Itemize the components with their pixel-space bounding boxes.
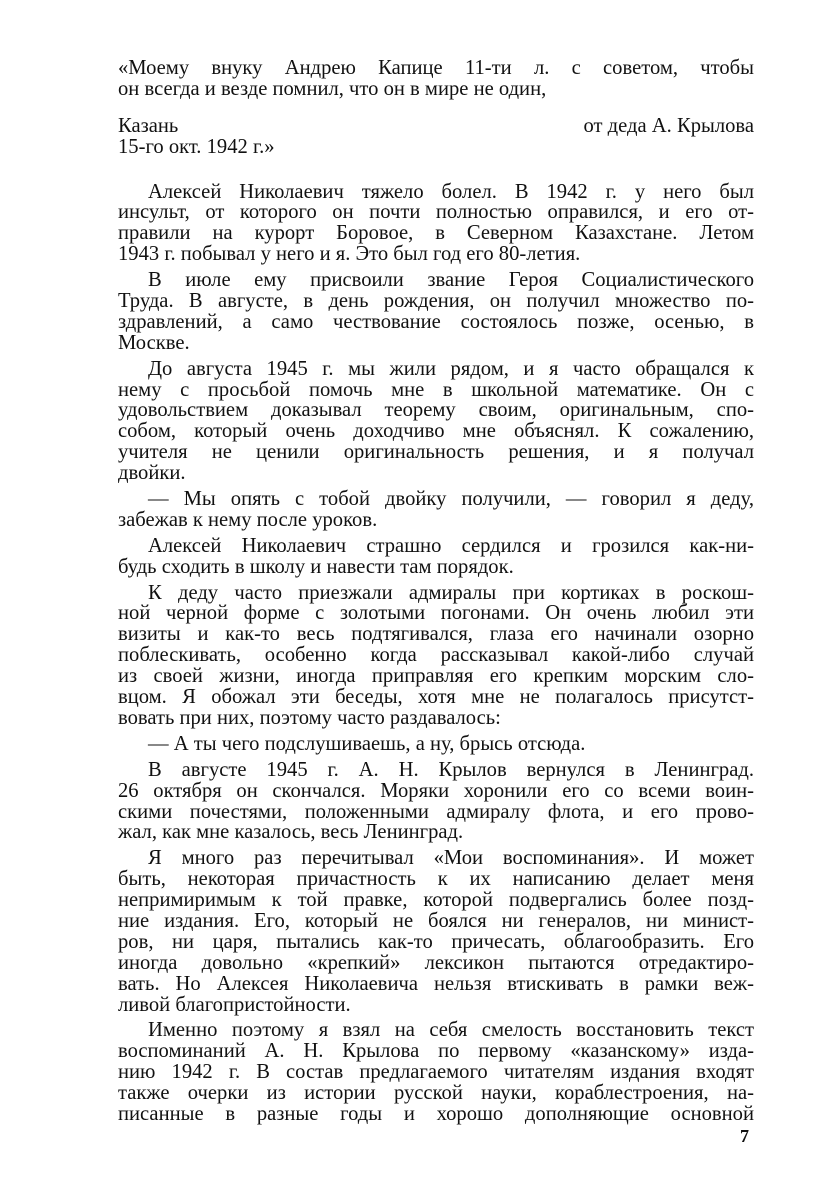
paragraph-line: здравлений, а само чествование состоялось позже, осенью, в: [118, 310, 754, 333]
paragraph-line: воспоминаний А. Н. Крылова по первому «казанскому» изда-: [118, 1040, 754, 1063]
paragraph-line: Я много раз перечитывал «Мои воспоминания». И может: [148, 847, 754, 870]
paragraph-line: В августе 1945 г. А. Н. Крылов вернулся в Ленинград.: [148, 758, 754, 781]
paragraph-line: вцом. Я обожал эти беседы, хотя мне не полагалось присутст-: [118, 686, 754, 709]
paragraph-line: нему с просьбой помочь мне в школьной математике. Он с: [118, 378, 754, 401]
paragraph-line: Алексей Николаевич тяжело болел. В 1942 г. у него был: [148, 180, 754, 203]
paragraph: [118, 536, 754, 578]
paragraph-line: До августа 1945 г. мы жили рядом, и я часто обращался к: [148, 357, 754, 380]
inscription-place: Казань: [118, 114, 179, 137]
paragraph-line: Именно поэтому я взял на себя смелость восстановить текст: [148, 1019, 754, 1042]
page-content: [118, 58, 754, 1130]
paragraph: [118, 760, 754, 844]
paragraph-line: вовать при них, поэтому часто раздавалось:: [118, 706, 501, 729]
paragraph-line: 26 октября он скончался. Моряки хоронили его со всеми воин-: [118, 779, 754, 802]
paragraph: [118, 734, 754, 755]
paragraph-line: непримиримым к той правке, которой подвергались более позд-: [118, 889, 754, 912]
inscription-signature: от деда А. Крылова: [583, 114, 754, 137]
paragraph-line: скими почестями, положенными адмиралу флота, и его прово-: [118, 800, 754, 823]
paragraph-line: 1943 г. побывал у него и я. Это был год его 80-летия.: [118, 243, 581, 266]
paragraph: [118, 182, 754, 266]
body-text: [118, 182, 754, 1125]
inscription-date: 15-го окт. 1942 г.»: [118, 135, 275, 158]
paragraph-line: ливой благопристойности.: [118, 993, 351, 1016]
paragraph-line: нию 1942 г. В состав предлагаемого читателям издания входят: [118, 1061, 754, 1084]
paragraph-line: — А ты чего подслушиваешь, а ну, брысь отсюда.: [148, 732, 586, 755]
page-number: 7: [740, 1126, 749, 1146]
paragraph-line: ров, ни царя, пытались как-то причесать, облагообразить. Его: [118, 930, 754, 953]
paragraph-line: В июле ему присвоили звание Героя Социалистического: [148, 269, 754, 292]
paragraph-line: поблескивать, особенно когда рассказывал какой-либо случай: [118, 644, 754, 667]
paragraph-line: из своей жизни, иногда приправляя его крепким морским сло-: [118, 665, 754, 688]
paragraph-line: собом, который очень доходчиво мне объяснял. К сожалению,: [118, 420, 754, 443]
paragraph-line: — Мы опять с тобой двойку получили, — говорил я деду,: [148, 488, 754, 511]
paragraph-line: инсульт, от которого он почти полностью оправился, и его от-: [118, 201, 754, 224]
paragraph-line: учителя не ценили оригинальность решения, и я получал: [118, 441, 754, 464]
paragraph: [118, 848, 754, 1015]
paragraph: [118, 1020, 754, 1124]
inscription-line: он всегда и везде помнил, что он в мире не один,: [118, 77, 547, 100]
paragraph-line: К деду часто приезжали адмиралы при кортиках в роскош-: [148, 581, 754, 604]
paragraph-line: будь сходить в школу и навести там порядок.: [118, 555, 514, 578]
paragraph-line: вать. Но Алексея Николаевича нельзя втискивать в рамки веж-: [118, 972, 754, 995]
paragraph: [118, 359, 754, 484]
paragraph-line: забежав к нему после уроков.: [118, 508, 378, 531]
paragraph-line: визиты и как-то весь подтягивался, глаза его начинали озорно: [118, 623, 754, 646]
paragraph-line: Труда. В августе, в день рождения, он получил множество по-: [118, 290, 754, 313]
paragraph-line: писанные в разные годы и хорошо дополняющие основной: [118, 1102, 754, 1125]
paragraph-line: быть, некоторая причастность к их написанию делает меня: [118, 868, 754, 891]
paragraph-line: правили на курорт Боровое, в Северном Казахстане. Летом: [118, 222, 754, 245]
paragraph-line: жал, как мне казалось, весь Ленинград.: [118, 821, 464, 844]
paragraph-line: удовольствием доказывал теорему своим, оригинальным, спо-: [118, 399, 754, 422]
dedication-inscription: [118, 58, 754, 158]
paragraph-line: иногда довольно «крепкий» лексикон пытаются отредактиро-: [118, 951, 754, 974]
paragraph-line: ной черной форме с золотыми погонами. Он очень любил эти: [118, 602, 754, 625]
inscription-line: «Моему внуку Андрею Капице 11-ти л. с советом, чтобы: [118, 57, 754, 79]
paragraph-line: также очерки из истории русской науки, кораблестроения, на-: [118, 1082, 754, 1105]
paragraph-line: Москве.: [118, 331, 190, 354]
paragraph-line: двойки.: [118, 462, 186, 485]
inscription-signature-row: [118, 116, 754, 137]
paragraph: [118, 583, 754, 729]
paragraph-line: Алексей Николаевич страшно сердился и грозился как-ни-: [148, 534, 754, 557]
paragraph-line: ние издания. Его, который не боялся ни генералов, ни минист-: [118, 909, 754, 932]
paragraph: [118, 489, 754, 531]
paragraph: [118, 270, 754, 354]
